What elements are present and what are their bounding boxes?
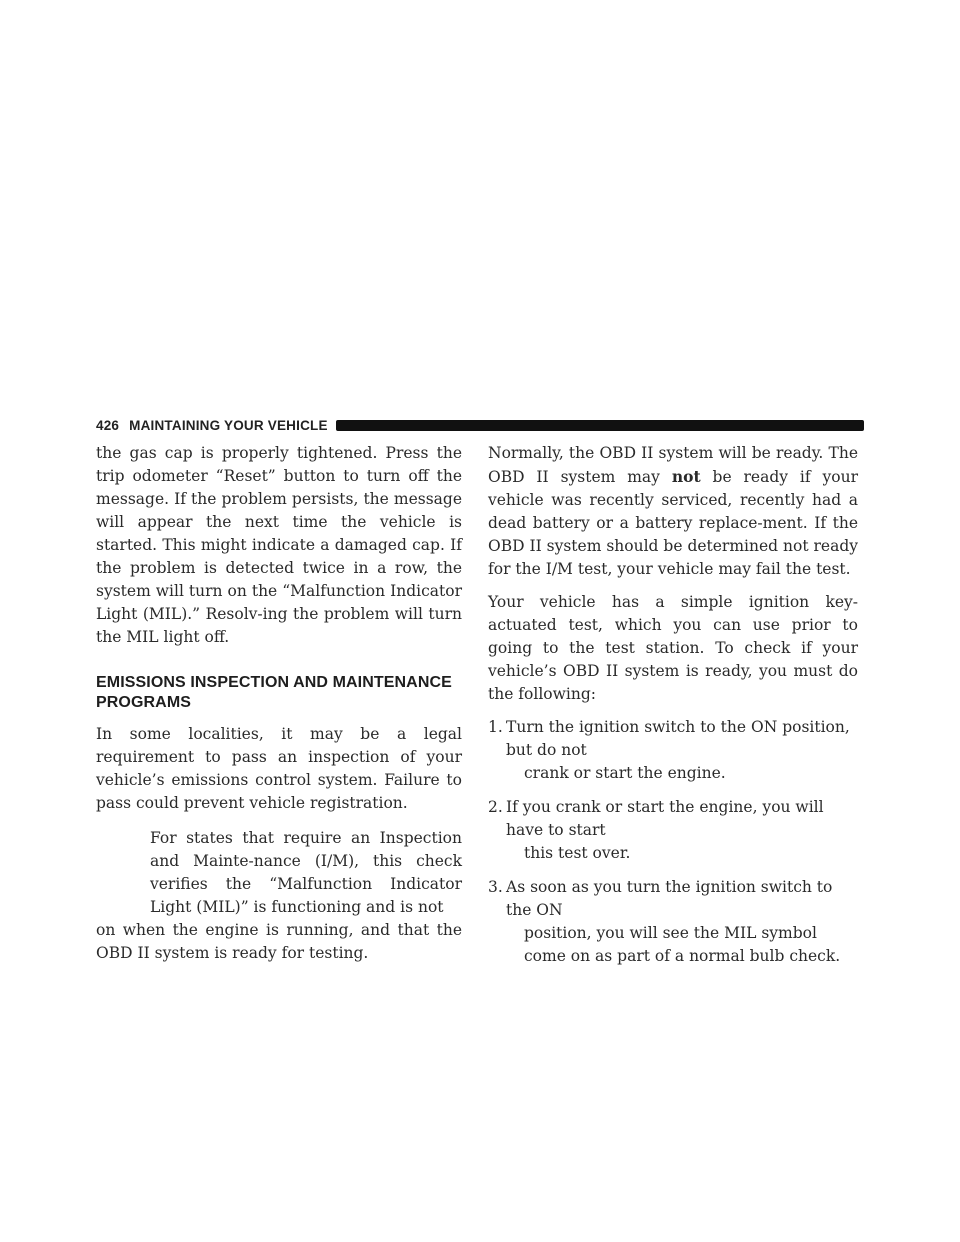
obd-ready-text-a: Normally, the OBD II system will be ready. The OBD II system may bbox=[488, 444, 858, 486]
step-number: 3. bbox=[488, 878, 503, 896]
list-item bbox=[488, 876, 858, 968]
obd-ready-paragraph bbox=[488, 442, 858, 581]
emissions-heading: EMISSIONS INSPECTION AND MAINTENANCE PROGRAMS bbox=[96, 674, 452, 711]
step-text-continued: crank or start the engine. bbox=[524, 764, 726, 782]
step-number: 1. bbox=[488, 718, 503, 736]
page-header bbox=[96, 414, 864, 436]
section-title: MAINTAINING YOUR VEHICLE bbox=[129, 417, 328, 433]
list-item bbox=[488, 796, 858, 865]
step-text-continued: this test over. bbox=[524, 844, 631, 862]
step-text-continued: position, you will see the MIL symbol come on as part of a normal bulb check. bbox=[524, 924, 841, 965]
right-column bbox=[488, 442, 858, 979]
left-column bbox=[96, 442, 462, 975]
im-check-continued-text: on when the engine is running, and that the OBD II system is ready for testing. bbox=[96, 921, 462, 962]
obd-ready-emphasis: not bbox=[671, 467, 701, 486]
im-check-paragraph bbox=[96, 827, 462, 965]
page-number: 426 bbox=[96, 417, 120, 433]
step-text: Turn the ignition switch to the ON position, but do not bbox=[506, 718, 850, 759]
test-steps-list bbox=[488, 716, 858, 968]
step-text: If you crank or start the engine, you will have to start bbox=[506, 798, 824, 839]
ignition-test-paragraph: Your vehicle has a simple ignition key-actuated test, which you can use prior to going to the test station. To check if your vehicle’s OBD II system is ready, you must do the following: bbox=[488, 593, 858, 703]
header-rule bbox=[336, 420, 864, 431]
step-text: As soon as you turn the ignition switch to the ON bbox=[506, 878, 833, 919]
list-item bbox=[488, 716, 858, 785]
legal-requirement-paragraph: In some localities, it may be a legal requirement to pass an inspection of your vehicle’s emissions control system. Failure to pass could prevent vehicle registration. bbox=[96, 725, 462, 812]
gas-cap-paragraph: the gas cap is properly tightened. Press the trip odometer “Reset” button to turn off the message. If the problem persists, the message will appear the next time the vehicle is started. This might indicate a damaged cap. If the problem is detected twice in a row, the system will turn on the “Malfunction Indicator Light (MIL).” Resolv-ing the problem will turn the MIL light off. bbox=[96, 444, 462, 646]
obd-ready-text-b: be ready if your vehicle was recently serviced, recently had a dead battery or a battery replace-ment. If the OBD II system should be determined not ready for the I/M test, your vehicle may fail the test. bbox=[488, 468, 858, 578]
step-number: 2. bbox=[488, 798, 503, 816]
im-check-indented-text: For states that require an Inspection and Mainte-nance (I/M), this check verifies the “Malfunction Indicator Light (MIL)” is functioning and is not bbox=[150, 829, 462, 916]
